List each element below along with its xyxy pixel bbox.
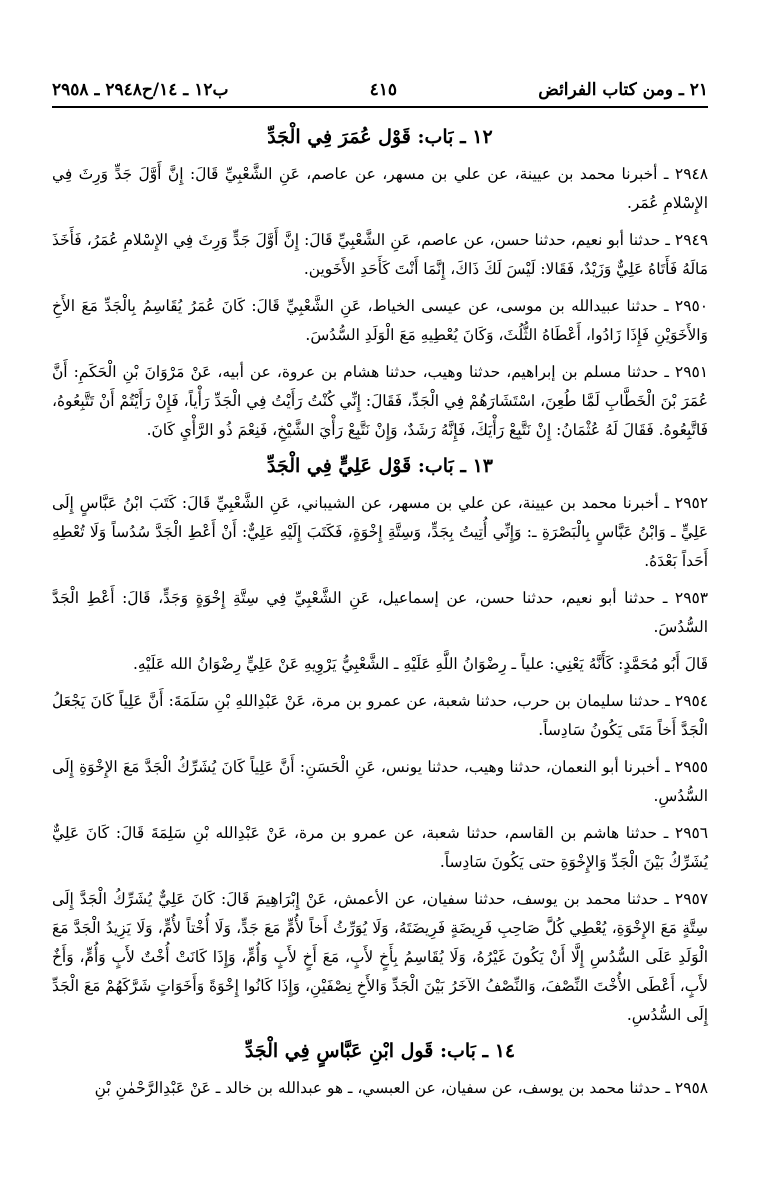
book-title: ٢١ ـ ومن كتاب الفرائض: [538, 80, 708, 100]
cross-reference: ب١٢ ـ ١٤/ح٢٩٤٨ ـ ٢٩٥٨: [52, 80, 229, 100]
hadith-2958: ٢٩٥٨ ـ حدثنا محمد بن يوسف، عن سفيان، عن العبسي، ـ هو عبدالله بن خالد ـ عَنْ عَبْدِالرَّحْمٰنِ بْنِ: [94, 1079, 708, 1097]
hadith-2948: ٢٩٤٨ ـ أخبرنا محمد بن عيينة، عن علي بن مسهر، عن عاصم، عَنِ الشَّعْبِيِّ قَالَ: إِنَّ أَوَّلَ جَدٍّ وَرِثَ فِي الإِسْلامِ عُمَر.: [52, 165, 708, 212]
hadith-2951: ٢٩٥١ ـ حدثنا مسلم بن إبراهيم، حدثنا وهيب، حدثنا هشام بن عروة، عن أبيه، عَنْ مَرْوَانَ بْنِ الْحَكَمِ: أَنَّ عُمَرَ بْنَ الْخَطَّابِ لَمَّا طُعِنَ، اسْتَشَارَهُمْ فِي الْجَدِّ، فَقَالَ: إِنِّي كُنْتُ رَأَيْتُ فِي الْجَدِّ رَأْياً، فَإِنْ رَأَيْتُمْ أَنْ تَتَّبِعُوهُ، فَاتَّبِعُوهُ. فَقَالَ لَهُ عُثْمَانُ: إِنْ نَتَّبِعْ رَأْيَكَ، فَإِنَّهُ رَشَدٌ، وَإِنْ نَتَّبِعْ رَأْيَ الشَّيْخِ، فَنِعْمَ ذُو الرَّأْيِ كَانَ.: [52, 363, 708, 439]
hadith-2950: ٢٩٥٠ ـ حدثنا عبيدالله بن موسى، عن عيسى الخياط، عَنِ الشَّعْبِيِّ قَالَ: كَانَ عُمَرُ يُقَاسِمُ بِالْجَدِّ مَعَ الأَخِ وَالأَخَوَيْنِ فَإِذَا زَادُوا، أَعْطَاهُ الثُّلُثَ، وَكَانَ يُعْطِيهِ مَعَ الْوَلَدِ السُّدُسَ.: [52, 297, 708, 344]
page-body: [52, 126, 708, 1103]
hadith-2954: ٢٩٥٤ ـ حدثنا سليمان بن حرب، حدثنا شعبة، عن عمرو بن مرة، عَنْ عَبْدِاللهِ بْنِ سَلَمَةَ: أَنَّ عَلِياً كَانَ يَجْعَلُ الْجَدَّ أَخاً مَتَى يَكُونُ سَادِساً.: [52, 692, 708, 739]
chapter-heading-12: ١٢ ـ بَاب: قَوْل عُمَرَ فِي الْجَدِّ: [267, 126, 493, 148]
hadith-2953: ٢٩٥٣ ـ حدثنا أبو نعيم، حدثنا حسن، عن إسماعيل، عَنِ الشَّعْبِيِّ فِي سِتَّةِ إِخْوَةٍ وَجَدٍّ، قَالَ: أَعْطِ الْجَدَّ السُّدُسَ.: [52, 589, 708, 636]
hadith-2952: ٢٩٥٢ ـ أخبرنا محمد بن عيينة، عن علي بن مسهر، عن الشيباني، عَنِ الشَّعْبِيِّ قَالَ: كَتَبَ ابْنُ عَبَّاسٍ إِلَى عَلِيٍّ ـ وَابْنُ عَبَّاسٍ بِالْبَصْرَةِ ـ: وَإِنِّي أُتِيتُ بِجَدٍّ، وَسِتَّةِ إِخْوَةٍ، فَكَتَبَ إِلَيْهِ عَلِيٌّ: أَنْ أَعْطِ الْجَدَّ سُدُساً وَلَا تُعْطِهِ أَحَداً بَعْدَهُ.: [52, 494, 708, 570]
hadith-2949: ٢٩٤٩ ـ حدثنا أبو نعيم، حدثنا حسن، عن عاصم، عَنِ الشَّعْبِيِّ قَالَ: إِنَّ أَوَّلَ جَدٍّ وَرِثَ فِي الإِسْلامِ عُمَرُ، فَأَخَذَ مَالَهُ فَأَتَاهُ عَلِيٌّ وَزَيْدٌ، فَقَالا: لَيْسَ لَكَ ذَاكَ، إِنَّمَا أَنْتَ كَأَحَدِ الأَخَوين.: [52, 231, 708, 278]
chapter-heading-14: ١٤ ـ بَاب: قَول ابْنِ عَبَّاسٍ فِي الْجَدِّ: [244, 1040, 516, 1062]
hadith-2956: ٢٩٥٦ ـ حدثنا هاشم بن القاسم، حدثنا شعبة، عن عمرو بن مرة، عَنْ عَبْدِالله بْنِ سَلِمَةَ قَالَ: كَانَ عَلِيٌّ يُشَرِّكُ بَيْنَ الْجَدِّ وَالإِخْوَةِ حتى يَكُونَ سَادِساً.: [52, 824, 708, 871]
commentary-abu-muhammad: قَالَ أَبُو مُحَمَّدٍ: كَأَنَّهُ يَعْنِي: علياً ـ رِضْوَانُ اللَّهِ عَلَيْهِ ـ الشَّعْبِيُّ يَرْوِيهِ عَنْ عَلِيٍّ رِضْوَانُ الله عَلَيْهِ.: [132, 655, 708, 673]
page-number: ٤١٥: [369, 80, 398, 100]
hadith-2955: ٢٩٥٥ ـ أخبرنا أبو النعمان، حدثنا وهيب، حدثنا يونس، عَنِ الْحَسَنِ: أَنَّ عَلِياً كَانَ يُشَرِّكُ الْجَدَّ مَعَ الإِخْوَةِ إِلَى السُّدُسِ.: [52, 758, 708, 805]
running-header: [52, 80, 708, 108]
hadith-2957: ٢٩٥٧ ـ حدثنا محمد بن يوسف، حدثنا سفيان، عن الأعمش، عَنْ إِبْرَاهِيمَ قَالَ: كَانَ عَلِيٌّ يُشَرِّكُ الْجَدَّ إِلَى سِتَّةٍ مَعَ الإِخْوَةِ، يُعْطِي كُلَّ صَاحِبِ فَرِيضَةٍ فَرِيضَتَهُ، وَلَا يُوَرِّثُ أَخاً لأُمٍّ مَعَ جَدٍّ، وَلَا أُخْتاً لأُمٍّ، وَلَا يَزِيدُ الْجَدَّ مَعَ الْوَلَدِ عَلَى السُّدُسِ إِلَّا أَنْ يَكُونَ غَيْرُهُ، وَلَا يُقَاسِمُ بِأَخٍ لأَبٍ، مَعَ أَخٍ لأَبٍ وَأُمٍّ، وَإِذَا كَانَتْ أُخْتٌ لأَبٍ وَأُمٍّ، وَأَخٌ لأَبٍ، أَعْطَى الأُخْتَ النِّصْفَ، وَالنِّصْفُ الآخَرُ بَيْنَ الْجَدِّ وَالأَخِ نِصْفَيْنِ، وَإِذَا كَانُوا إِخْوَةً وَأَخَوَاتٍ شَرَّكَهُمْ مَعَ الْجَدِّ إِلَى السُّدُسِ.: [52, 890, 708, 1024]
chapter-heading-13: ١٣ ـ بَاب: قَوْل عَلِيٍّ فِي الْجَدِّ: [266, 455, 494, 477]
